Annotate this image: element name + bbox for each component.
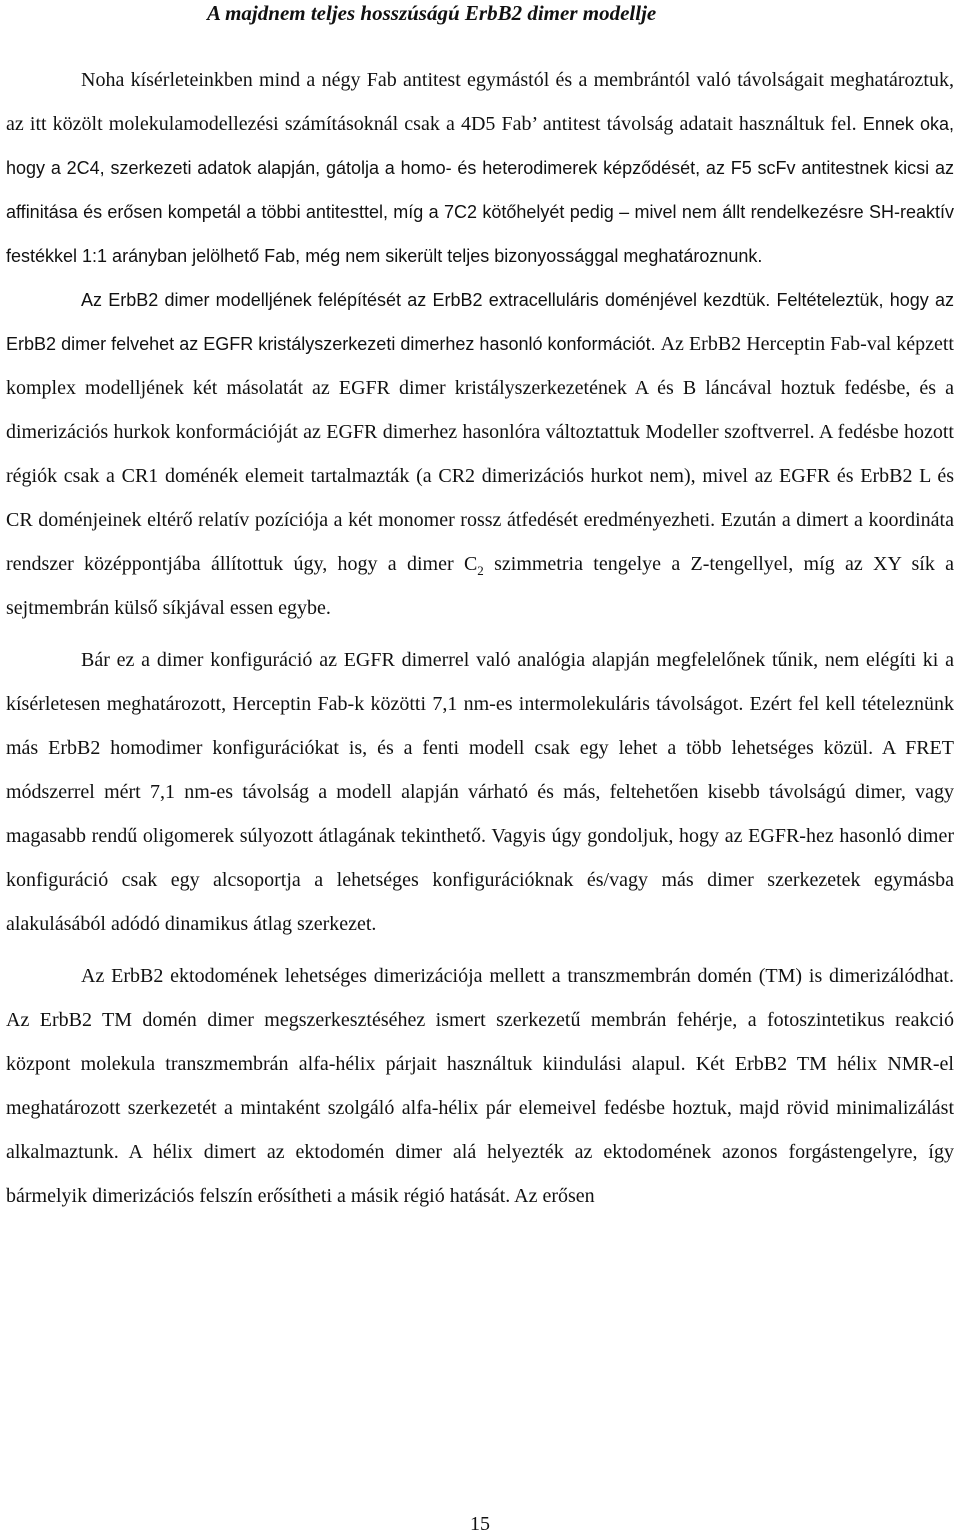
body-text (6, 58, 954, 1218)
subscript-2: 2 (477, 563, 484, 578)
paragraph-1-sans-text: Ennek oka, hogy a 2C4, szerkezeti adatok alapján, gátolja a homo- és heterodimerek képződését, az F5 scFv antitestnek kicsi az affinitása és erősen kompetál a többi antitesttel, míg a 7C2 kötőhelyét pedig – mivel nem állt rendelkezésre SH-reaktív festékkel 1:1 arányban jelölhető Fab, még nem sikerült teljes bizonyossággal meghatároznunk. (6, 114, 955, 266)
paragraph-3: Bár ez a dimer konfiguráció az EGFR dimerrel való analógia alapján megfelelőnek tűnik, nem elégíti ki a kísérletesen meghatározott, Herceptin Fab-k közötti 7,1 nm-es intermolekuláris távolságot. Ezért fel kell tételeznünk más ErbB2 homodimer konfigurációkat is, és a fenti modell csak egy lehet a több lehetséges közül. A FRET módszerrel mért 7,1 nm-es távolság a modell alapján várható és más, feltehetően kisebb távolságú dimer, vagy magasabb rendű oligomerek súlyozott átlagának tekinthető. Vagyis úgy gondoljuk, hogy az EGFR-hez hasonló dimer konfiguráció csak egy alcsoportja a lehetséges konfigurációknak és/vagy más dimer szerkezetek egymásba alakulásából adódó dinamikus átlag szerkezet. (6, 649, 954, 935)
paragraph-1 (6, 58, 954, 278)
paragraph-2-sans-text: Az ErbB2 dimer modelljének felépítését az ErbB2 extracelluláris doménjével kezdtük. Feltételeztük, hogy az ErbB2 dimer felvehet az EGFR kristályszerkezeti dimerhez hasonló konformációt. (6, 290, 954, 354)
paragraph-4: Az ErbB2 ektodomének lehetséges dimerizációja mellett a transzmembrán domén (TM) is dimerizálódhat. Az ErbB2 TM domén dimer megszerkesztéséhez ismert szerkezetű membrán fehérje, a fotoszintetikus reakció központ molekula transzmembrán alfa-hélix párjait használtuk kiindulási alapul. Két ErbB2 TM hélix NMR-el meghatározott szerkezetét a mintaként szolgáló alfa-hélix pár elemeivel fedésbe hoztuk, majd rövid minimalizálást alkalmaztunk. A hélix dimert az ektodomén dimer alá helyezték az ektodomének azonos forgástengelyre, így bármelyik dimerizációs felszín erősítheti a másik régió hatását. Az erősen (6, 965, 954, 1207)
section-heading: A majdnem teljes hosszúságú ErbB2 dimer modellje (207, 1, 657, 25)
paragraph-2-serif-text: Az ErbB2 Herceptin Fab-val képzett komplex modelljének két másolatát az EGFR dimer kristályszerkezetének A és B láncával hoztuk fedésbe, és a dimerizációs hurkok konformációját az EGFR dimerhez hasonlóra változtattuk Modeller szoftverrel. A fedésbe hozott régiók csak a CR1 doménék elemeit tartalmazták (a CR2 dimerizációs hurkot nem), mivel az EGFR és ErbB2 L és CR doménjeinek eltérő relatív pozíciója a két monomer rossz átfedését eredményezheti. Ezután a dimert a koordináta rendszer középpontjába állítottuk úgy, hogy a dimer C (6, 333, 954, 575)
paragraph-1-serif-text: Noha kísérleteinkben mind a négy Fab antitest egymástól és a membrántól való távolságait meghatároztuk, az itt közölt molekulamodellezési számításoknál csak a 4D5 Fab’ antitest távolság adatait használtuk fel. (6, 69, 954, 135)
paragraph-2 (6, 278, 954, 630)
document-page (6, 0, 954, 1537)
page-number: 15 (470, 1513, 490, 1535)
paragraph-2-serif-tail: szimmetria tengelye a Z-tengellyel, míg az XY sík a sejtmembrán külső síkjával essen egybe. (6, 553, 954, 619)
